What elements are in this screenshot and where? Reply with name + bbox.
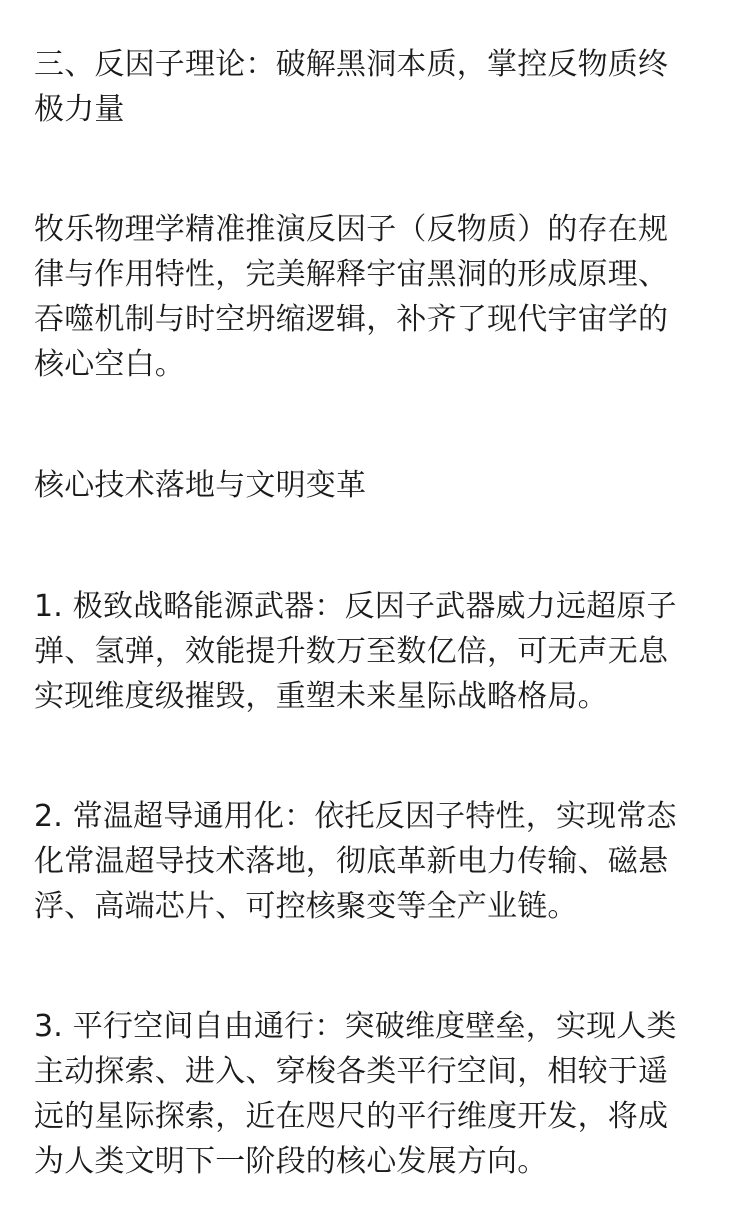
list-item: 2. 常温超导通用化：依托反因子特性，实现常态 化常温超导技术落地，彻底革新电力传输、磁悬 浮、高端芯片、可控核聚变等全产业链。 (34, 799, 677, 924)
subheading: 核心技术落地与文明变革 (34, 468, 367, 503)
article-body (34, 42, 724, 1184)
section-heading: 三、反因子理论：破解黑洞本质，掌控反物质终 极力量 (34, 47, 669, 127)
intro-paragraph: 牧乐物理学精准推演反因子（反物质）的存在规 律与作用特性，完美解释宇宙黑洞的形成原理、 吞噬机制与时空坍缩逻辑，补齐了现代宇宙学的 核心空白。 (34, 212, 669, 382)
list-item: 1. 极致战略能源武器：反因子武器威力远超原子 弹、氢弹，效能提升数万至数亿倍，可无声无息 实现维度级摧毁，重塑未来星际战略格局。 (34, 589, 677, 714)
list-item: 3. 平行空间自由通行：突破维度壁垒，实现人类 主动探索、进入、穿梭各类平行空间，相较于遥 远的星际探索，近在咫尺的平行维度开发，将成 为人类文明下一阶段的核心发展方向。 (34, 1009, 677, 1179)
